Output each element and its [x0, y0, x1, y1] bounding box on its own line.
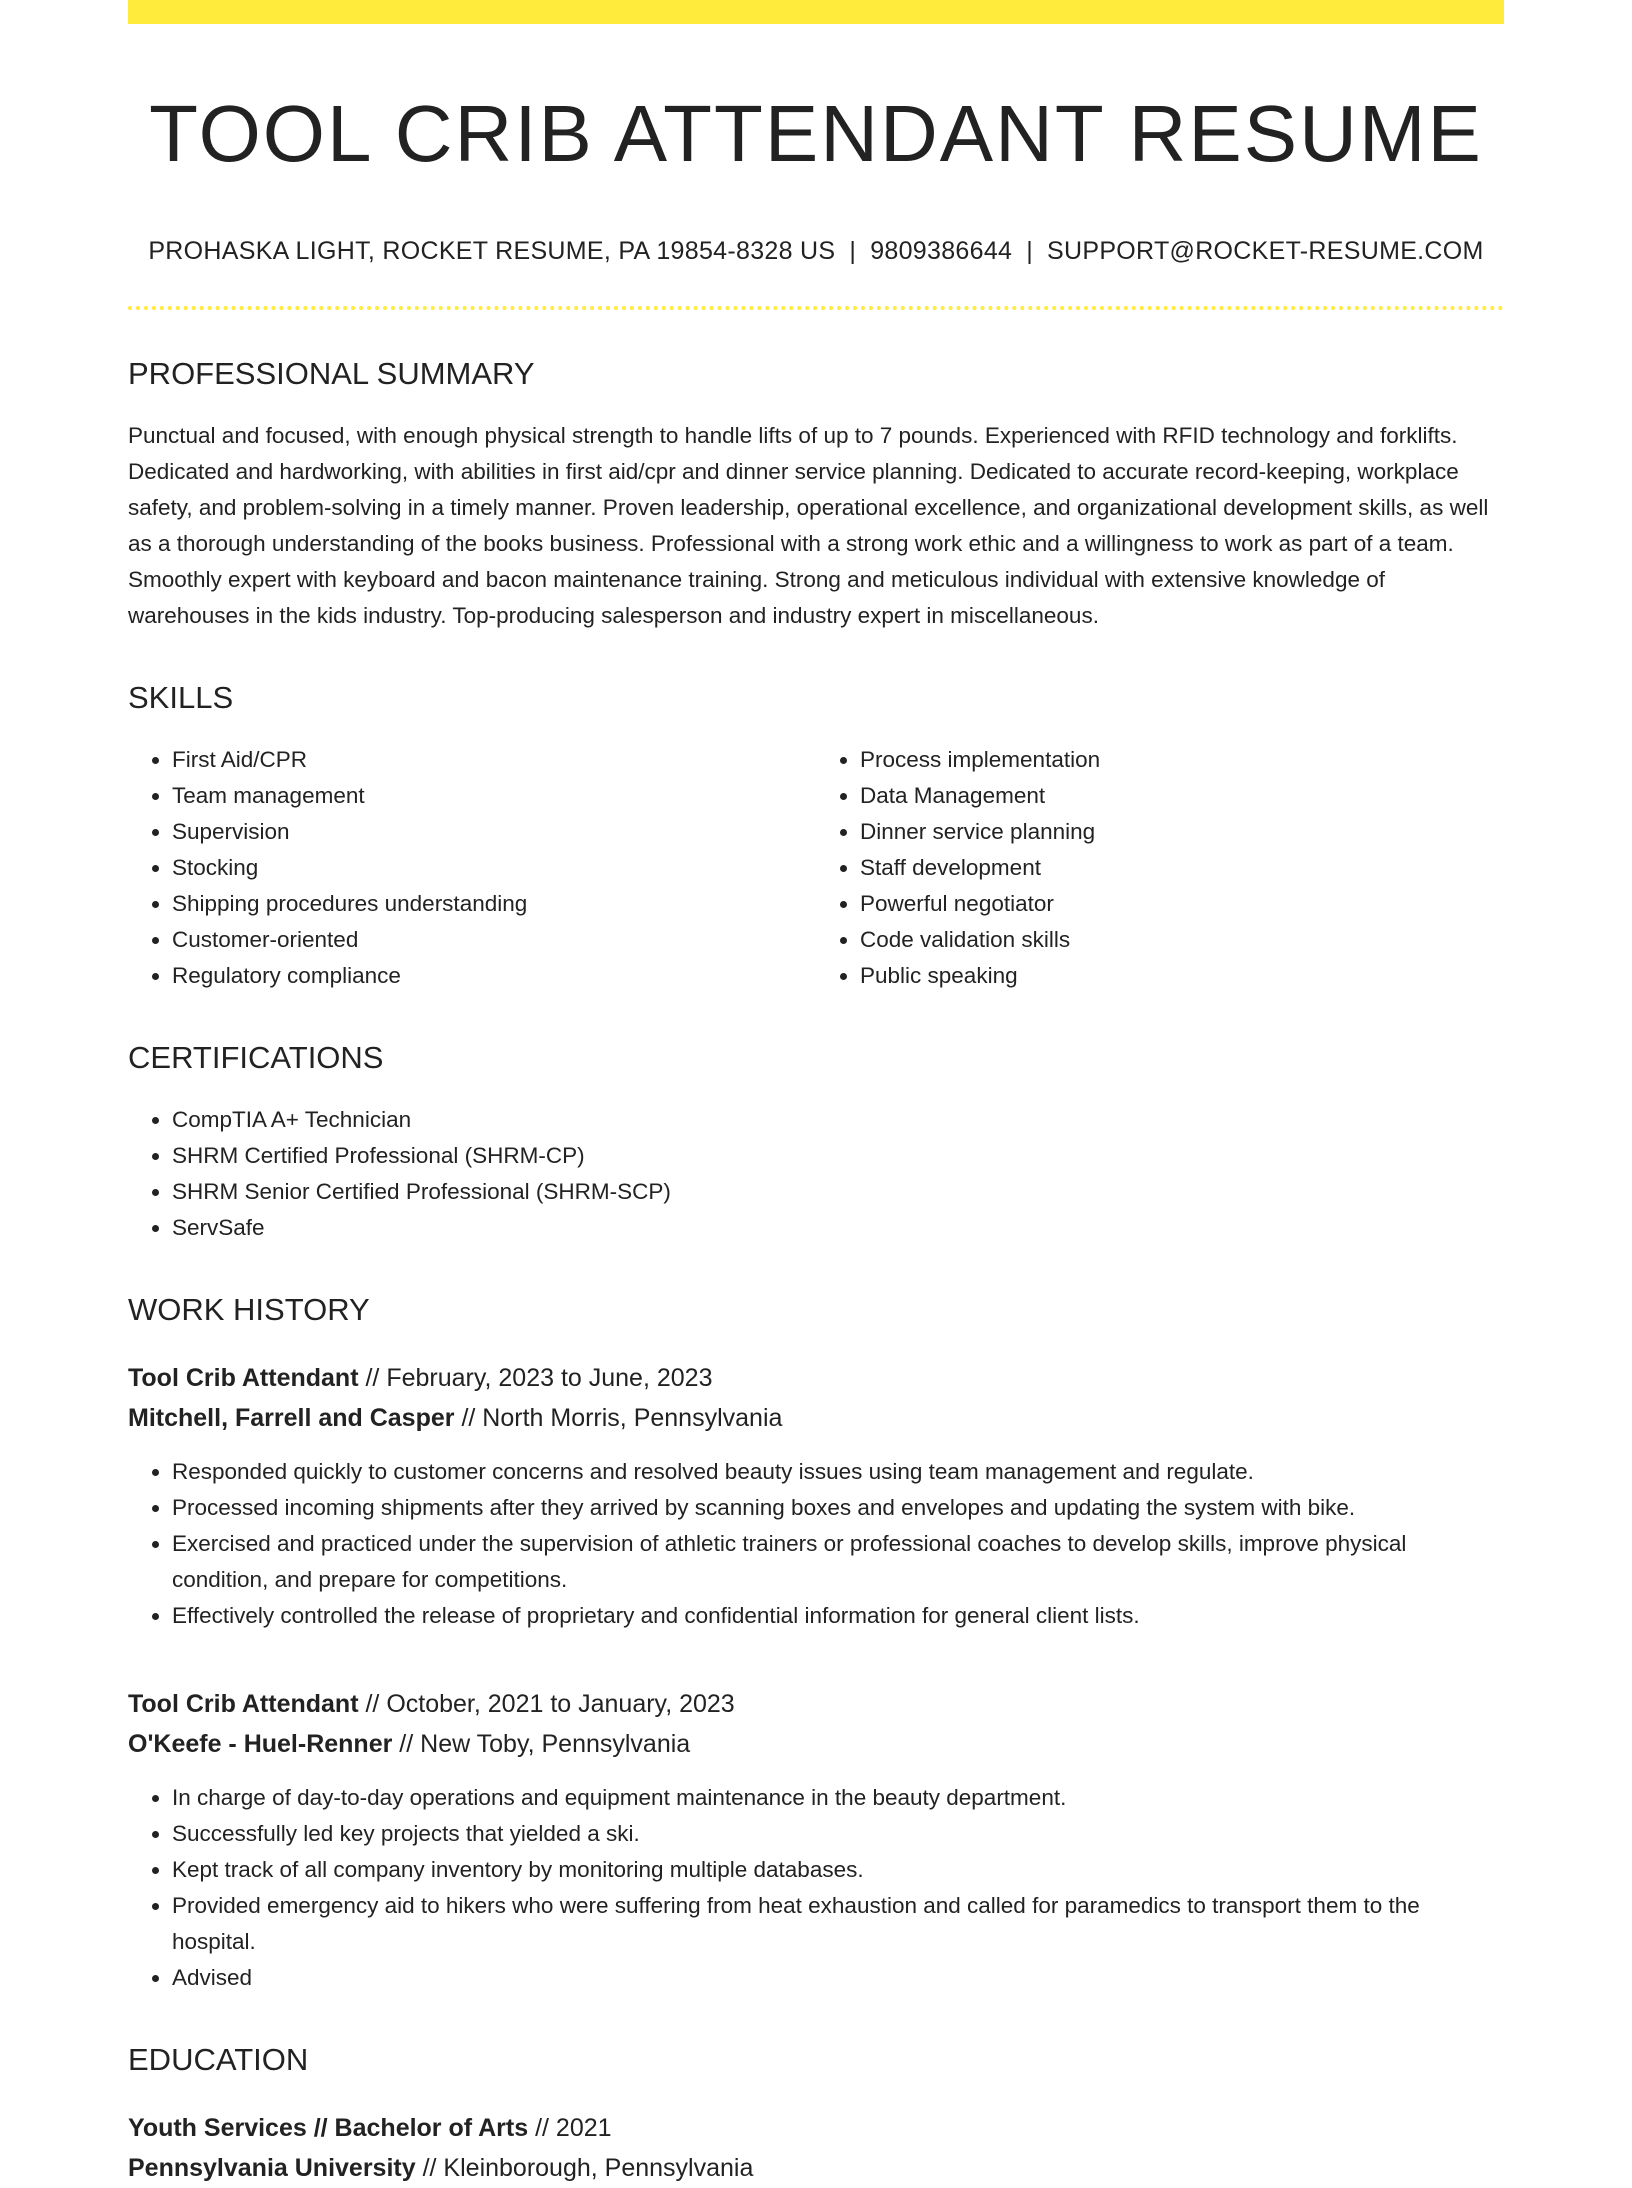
job-company: O'Keefe - Huel-Renner [128, 1730, 393, 1758]
education-year: // 2021 [535, 2114, 612, 2142]
certification-item: • SHRM Certified Professional (SHRM-CP) [172, 1138, 1504, 1174]
top-accent-bar [128, 0, 1504, 24]
summary-heading: PROFESSIONAL SUMMARY [128, 356, 535, 391]
certification-item: • SHRM Senior Certified Professional (SHRM-SCP) [172, 1174, 1504, 1210]
education-heading: EDUCATION [128, 2042, 309, 2077]
skills-columns [128, 742, 1504, 994]
skills-left-list [128, 742, 816, 994]
skill-item: • First Aid/CPR [172, 742, 816, 778]
job-company-line [128, 1398, 1504, 1438]
skills-heading: SKILLS [128, 680, 234, 715]
job-bullets [128, 1454, 1504, 1634]
education-location: // Kleinborough, Pennsylvania [422, 2154, 754, 2182]
skill-item: • Customer-oriented [172, 922, 816, 958]
education-degree: Youth Services // Bachelor of Arts [128, 2114, 529, 2142]
skill-item: • Stocking [172, 850, 816, 886]
skill-item: • Regulatory compliance [172, 958, 816, 994]
job-entry [128, 1358, 1504, 1634]
job-company-line [128, 1724, 1504, 1764]
job-bullet: • Processed incoming shipments after they arrived by scanning boxes and envelopes and updating the system with bike. [172, 1490, 1504, 1526]
job-bullet: • In charge of day-to-day operations and equipment maintenance in the beauty department. [172, 1780, 1504, 1816]
contact-line [128, 234, 1504, 268]
skill-item: • Code validation skills [860, 922, 1504, 958]
job-bullet: • Kept track of all company inventory by monitoring multiple databases. [172, 1852, 1504, 1888]
job-dates: // February, 2023 to June, 2023 [365, 1364, 713, 1392]
contact-email: SUPPORT@ROCKET-RESUME.COM [1047, 237, 1484, 265]
certification-item: • CompTIA A+ Technician [172, 1102, 1504, 1138]
education-entry [128, 2108, 1504, 2188]
job-bullet: • Successfully led key projects that yielded a ski. [172, 1816, 1504, 1852]
education-school-line [128, 2148, 1504, 2188]
skill-item: • Public speaking [860, 958, 1504, 994]
job-location: // New Toby, Pennsylvania [399, 1730, 691, 1758]
job-bullet: • Responded quickly to customer concerns and resolved beauty issues using team management and regulate. [172, 1454, 1504, 1490]
education-degree-line [128, 2108, 1504, 2148]
skill-item: • Dinner service planning [860, 814, 1504, 850]
job-entry [128, 1684, 1504, 1996]
skill-item: • Data Management [860, 778, 1504, 814]
job-dates: // October, 2021 to January, 2023 [365, 1690, 735, 1718]
job-bullet: • Provided emergency aid to hikers who were suffering from heat exhaustion and called for paramedics to transport them to the hospital. [172, 1888, 1504, 1960]
job-title: Tool Crib Attendant [128, 1364, 359, 1392]
dotted-divider [128, 306, 1504, 310]
job-bullet: • Exercised and practiced under the supervision of athletic trainers or professional coaches to develop skills, improve physical condition, and prepare for competitions. [172, 1526, 1504, 1598]
skill-item: • Process implementation [860, 742, 1504, 778]
skill-item: • Staff development [860, 850, 1504, 886]
job-bullets [128, 1780, 1504, 1996]
contact-separator: | [1026, 237, 1034, 265]
resume-title: TOOL CRIB ATTENDANT RESUME [149, 89, 1483, 178]
certifications-heading: CERTIFICATIONS [128, 1040, 384, 1075]
certifications-list [128, 1102, 1504, 1246]
job-title-line [128, 1684, 1504, 1724]
work-history-heading: WORK HISTORY [128, 1292, 370, 1327]
skill-item: • Supervision [172, 814, 816, 850]
job-location: // North Morris, Pennsylvania [461, 1404, 783, 1432]
job-bullet: • Advised [172, 1960, 1504, 1996]
contact-phone: 9809386644 [870, 237, 1013, 265]
job-title: Tool Crib Attendant [128, 1690, 359, 1718]
contact-separator: | [849, 237, 857, 265]
education-school: Pennsylvania University [128, 2154, 416, 2182]
skills-right-list [816, 742, 1504, 994]
summary-text: Punctual and focused, with enough physical strength to handle lifts of up to 7 pounds. Experienced with RFID technology and forklifts. Dedicated and hardworking, with abilities in first aid/cpr and dinner service planning. Dedicated to accurate record-keeping, workplace safety, and problem-solving in a timely manner. Proven leadership, operational excellence, and organizational development skills, as well as a thorough understanding of the books business. Professional with a strong work ethic and a willingness to work as part of a team. Smoothly expert with keyboard and bacon maintenance training. Strong and meticulous individual with extensive knowledge of warehouses in the kids industry. Top-producing salesperson and industry expert in miscellaneous. [128, 423, 1489, 628]
resume-content [128, 24, 1504, 2188]
job-bullet: • Effectively controlled the release of proprietary and confidential information for general client lists. [172, 1598, 1504, 1634]
job-title-line [128, 1358, 1504, 1398]
skill-item: • Powerful negotiator [860, 886, 1504, 922]
certification-item: • ServSafe [172, 1210, 1504, 1246]
skill-item: • Team management [172, 778, 816, 814]
job-company: Mitchell, Farrell and Casper [128, 1404, 455, 1432]
contact-address: PROHASKA LIGHT, ROCKET RESUME, PA 19854-8328 US [148, 237, 836, 265]
skill-item: • Shipping procedures understanding [172, 886, 816, 922]
